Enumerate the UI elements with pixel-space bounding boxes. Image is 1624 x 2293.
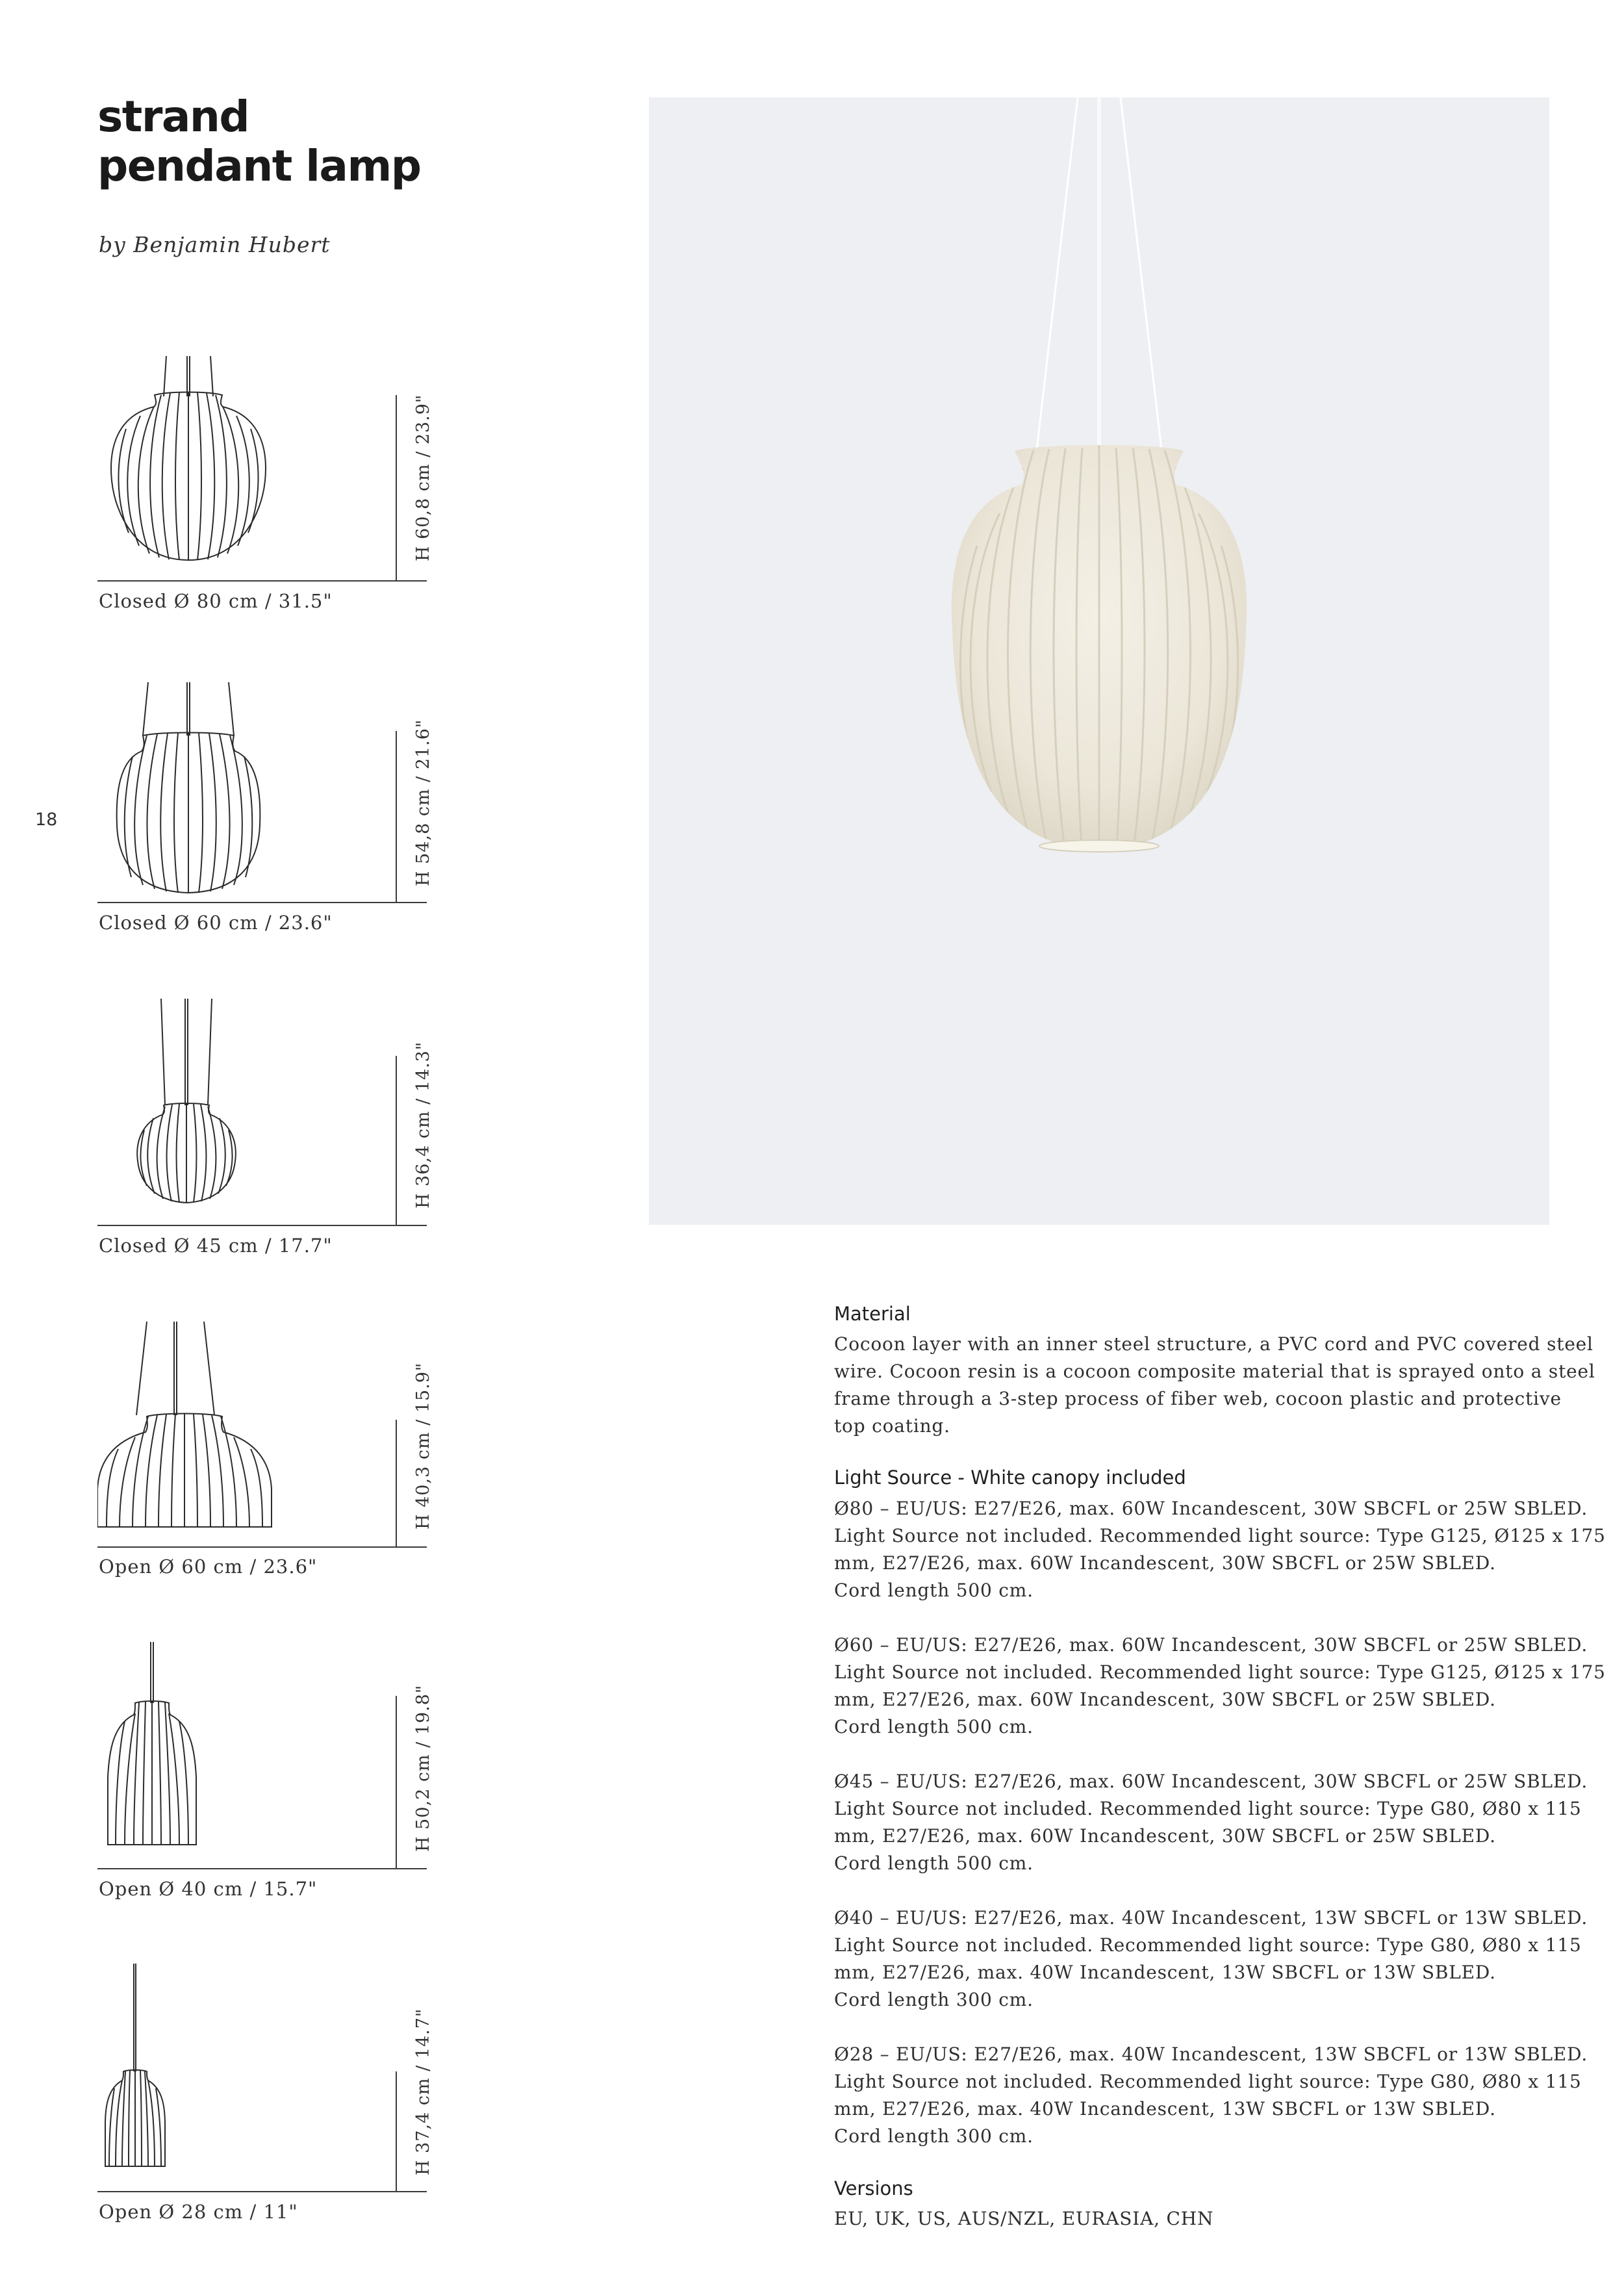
dimension-line (97, 902, 427, 903)
height-marker (396, 395, 397, 581)
height-marker (396, 1696, 397, 1869)
product-photo (649, 97, 1549, 1225)
light-line: Light Source not included. Recommended light source: Type G80, Ø80 x 115 (834, 1934, 1582, 1956)
page-number: 18 (35, 810, 58, 830)
light-line: mm, E27/E26, max. 60W Incandescent, 30W SBCFL or 25W SBLED. (834, 1689, 1496, 1710)
dimension-line (97, 1546, 427, 1548)
light-line: mm, E27/E26, max. 40W Incandescent, 13W SBCFL or 13W SBLED. (834, 1962, 1496, 1983)
lamp-drawing-open-28 (97, 1962, 318, 2183)
designer-byline: by Benjamin Hubert (99, 232, 331, 257)
light-line: Cord length 300 cm. (834, 2125, 1034, 2147)
light-line: mm, E27/E26, max. 40W Incandescent, 13W SBCFL or 13W SBLED. (834, 2098, 1496, 2120)
light-line: Ø45 – EU/US: E27/E26, max. 60W Incandescent, 30W SBCFL or 25W SBLED. (834, 1771, 1588, 1792)
light-line: Light Source not included. Recommended light source: Type G125, Ø125 x 175 (834, 1525, 1606, 1546)
dimension-line (97, 1225, 427, 1226)
light-line: mm, E27/E26, max. 60W Incandescent, 30W SBCFL or 25W SBLED. (834, 1825, 1496, 1847)
lamp-drawing-open-40 (97, 1641, 318, 1862)
size-caption: Open Ø 28 cm / 11" (99, 2201, 298, 2223)
dimension-line (97, 1868, 427, 1869)
product-title (97, 92, 420, 191)
light-source-block (834, 1495, 1606, 1604)
lamp-drawing-closed-60 (97, 676, 318, 897)
lamp-drawing-closed-80 (97, 351, 318, 572)
material-line: top coating. (834, 1415, 950, 1437)
height-marker (396, 2071, 397, 2192)
material-heading: Material (834, 1303, 911, 1325)
height-marker (396, 731, 397, 903)
light-line: Cord length 500 cm. (834, 1580, 1034, 1601)
versions-heading: Versions (834, 2177, 913, 2199)
material-line: frame through a 3-step process of fiber web, cocoon plastic and protective (834, 1388, 1562, 1409)
light-source-block (834, 1632, 1606, 1741)
material-text (834, 1331, 1595, 1440)
height-label: H 36,4 cm / 14.3" (413, 1041, 433, 1209)
height-label: H 50,2 cm / 19.8" (413, 1684, 433, 1852)
dimension-line (97, 580, 427, 582)
height-label: H 40,3 cm / 15.9" (413, 1362, 433, 1530)
light-line: Light Source not included. Recommended light source: Type G80, Ø80 x 115 (834, 2071, 1582, 2092)
versions-text (834, 2205, 1555, 2233)
light-line: Light Source not included. Recommended light source: Type G125, Ø125 x 175 (834, 1661, 1606, 1683)
height-marker (396, 1420, 397, 1547)
light-line: Cord length 500 cm. (834, 1852, 1034, 1874)
light-source-block (834, 2041, 1588, 2150)
height-label: H 60,8 cm / 23.9" (413, 394, 433, 561)
light-line: mm, E27/E26, max. 60W Incandescent, 30W SBCFL or 25W SBLED. (834, 1552, 1496, 1574)
dimension-line (97, 2191, 427, 2192)
light-line: Ø28 – EU/US: E27/E26, max. 40W Incandescent, 13W SBCFL or 13W SBLED. (834, 2043, 1588, 2065)
light-line: Light Source not included. Recommended light source: Type G80, Ø80 x 115 (834, 1798, 1582, 1819)
size-caption: Open Ø 60 cm / 23.6" (99, 1556, 318, 1578)
light-source-block (834, 1904, 1588, 2014)
height-label: H 37,4 cm / 14.7" (413, 2008, 433, 2175)
height-label: H 54,8 cm / 21.6" (413, 719, 433, 886)
light-source-heading: Light Source - White canopy included (834, 1467, 1186, 1489)
lamp-drawing-closed-45 (97, 997, 318, 1218)
size-caption: Open Ø 40 cm / 15.7" (99, 1878, 318, 1900)
size-caption: Closed Ø 45 cm / 17.7" (99, 1235, 333, 1257)
material-line: Cocoon layer with an inner steel structure, a PVC cord and PVC covered steel (834, 1333, 1593, 1355)
light-line: Ø60 – EU/US: E27/E26, max. 60W Incandescent, 30W SBCFL or 25W SBLED. (834, 1634, 1588, 1656)
versions-line: EU, UK, US, AUS/NZL, EURASIA, CHN (834, 2208, 1214, 2229)
light-source-block (834, 1768, 1588, 1877)
light-line: Ø80 – EU/US: E27/E26, max. 60W Incandescent, 30W SBCFL or 25W SBLED. (834, 1498, 1588, 1519)
height-marker (396, 1056, 397, 1225)
pendant-lamp-photo-icon (649, 97, 1549, 1225)
title-line-1: strand (97, 92, 249, 142)
size-caption: Closed Ø 80 cm / 31.5" (99, 590, 333, 612)
light-line: Ø40 – EU/US: E27/E26, max. 40W Incandescent, 13W SBCFL or 13W SBLED. (834, 1907, 1588, 1928)
material-line: wire. Cocoon resin is a cocoon composite material that is sprayed onto a steel (834, 1361, 1595, 1382)
size-caption: Closed Ø 60 cm / 23.6" (99, 912, 333, 934)
title-line-2: pendant lamp (97, 141, 421, 191)
lamp-drawing-open-60 (97, 1319, 318, 1540)
light-line: Cord length 300 cm. (834, 1989, 1034, 2010)
light-line: Cord length 500 cm. (834, 1716, 1034, 1737)
